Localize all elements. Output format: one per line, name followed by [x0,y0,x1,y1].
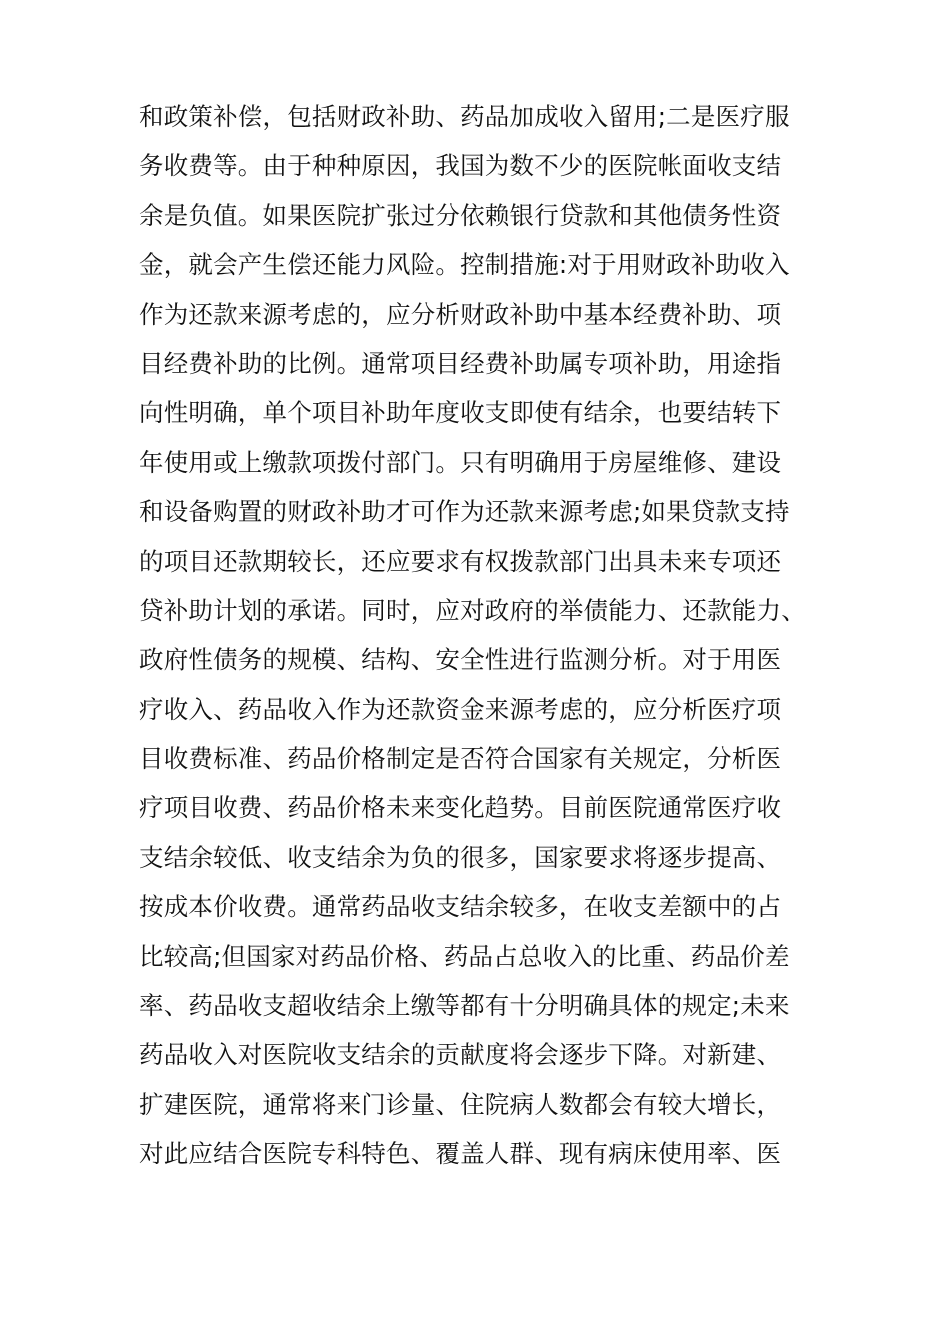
text-line: 药品收入对医院收支结余的贡献度将会逐步下降。对新建、 [139,1040,782,1070]
text-line: 向性明确，单个项目补助年度收支即使有结余，也要结转下 [139,398,782,428]
text-line: 率、药品收支超收结余上缴等都有十分明确具体的规定;未来 [139,991,790,1021]
text-line: 和设备购置的财政补助才可作为还款来源考虑;如果贷款支持 [139,497,790,527]
text-line: 年使用或上缴款项拨付部门。只有明确用于房屋维修、建设 [139,447,782,477]
text-line: 和政策补偿，包括财政补助、药品加成收入留用;二是医疗服 [139,102,790,131]
text-line: 余是负值。如果医院扩张过分依赖银行贷款和其他债务性资 [139,200,782,230]
text-line: 的项目还款期较长，还应要求有权拨款部门出具未来专项还 [139,546,782,576]
text-line: 疗项目收费、药品价格未来变化趋势。目前医院通常医疗收 [139,793,782,823]
text-line: 对此应结合医院专科特色、覆盖人群、现有病床使用率、医 [139,1139,782,1169]
text-line: 务收费等。由于种种原因，我国为数不少的医院帐面收支结 [139,151,782,181]
text-line: 按成本价收费。通常药品收支结余较多，在收支差额中的占 [139,892,782,922]
text-line: 支结余较低、收支结余为负的很多，国家要求将逐步提高、 [139,842,782,872]
text-line: 目收费标准、药品价格制定是否符合国家有关规定，分析医 [139,744,782,774]
text-line: 作为还款来源考虑的，应分析财政补助中基本经费补助、项 [139,299,782,329]
text-line: 目经费补助的比例。通常项目经费补助属专项补助，用途指 [139,348,782,378]
text-line: 贷补助计划的承诺。同时，应对政府的举债能力、还款能力、 [139,595,806,625]
text-line: 金，就会产生偿还能力风险。控制措施:对于用财政补助收入 [139,250,790,280]
text-line: 扩建医院，通常将来门诊量、住院病人数都会有较大增长， [139,1089,782,1119]
text-line: 政府性债务的规模、结构、安全性进行监测分析。对于用医 [139,645,782,675]
text-line: 比较高;但国家对药品价格、药品占总收入的比重、药品价差 [139,941,790,971]
body-text [139,92,819,1179]
text-line: 疗收入、药品收入作为还款资金来源考虑的，应分析医疗项 [139,694,782,724]
